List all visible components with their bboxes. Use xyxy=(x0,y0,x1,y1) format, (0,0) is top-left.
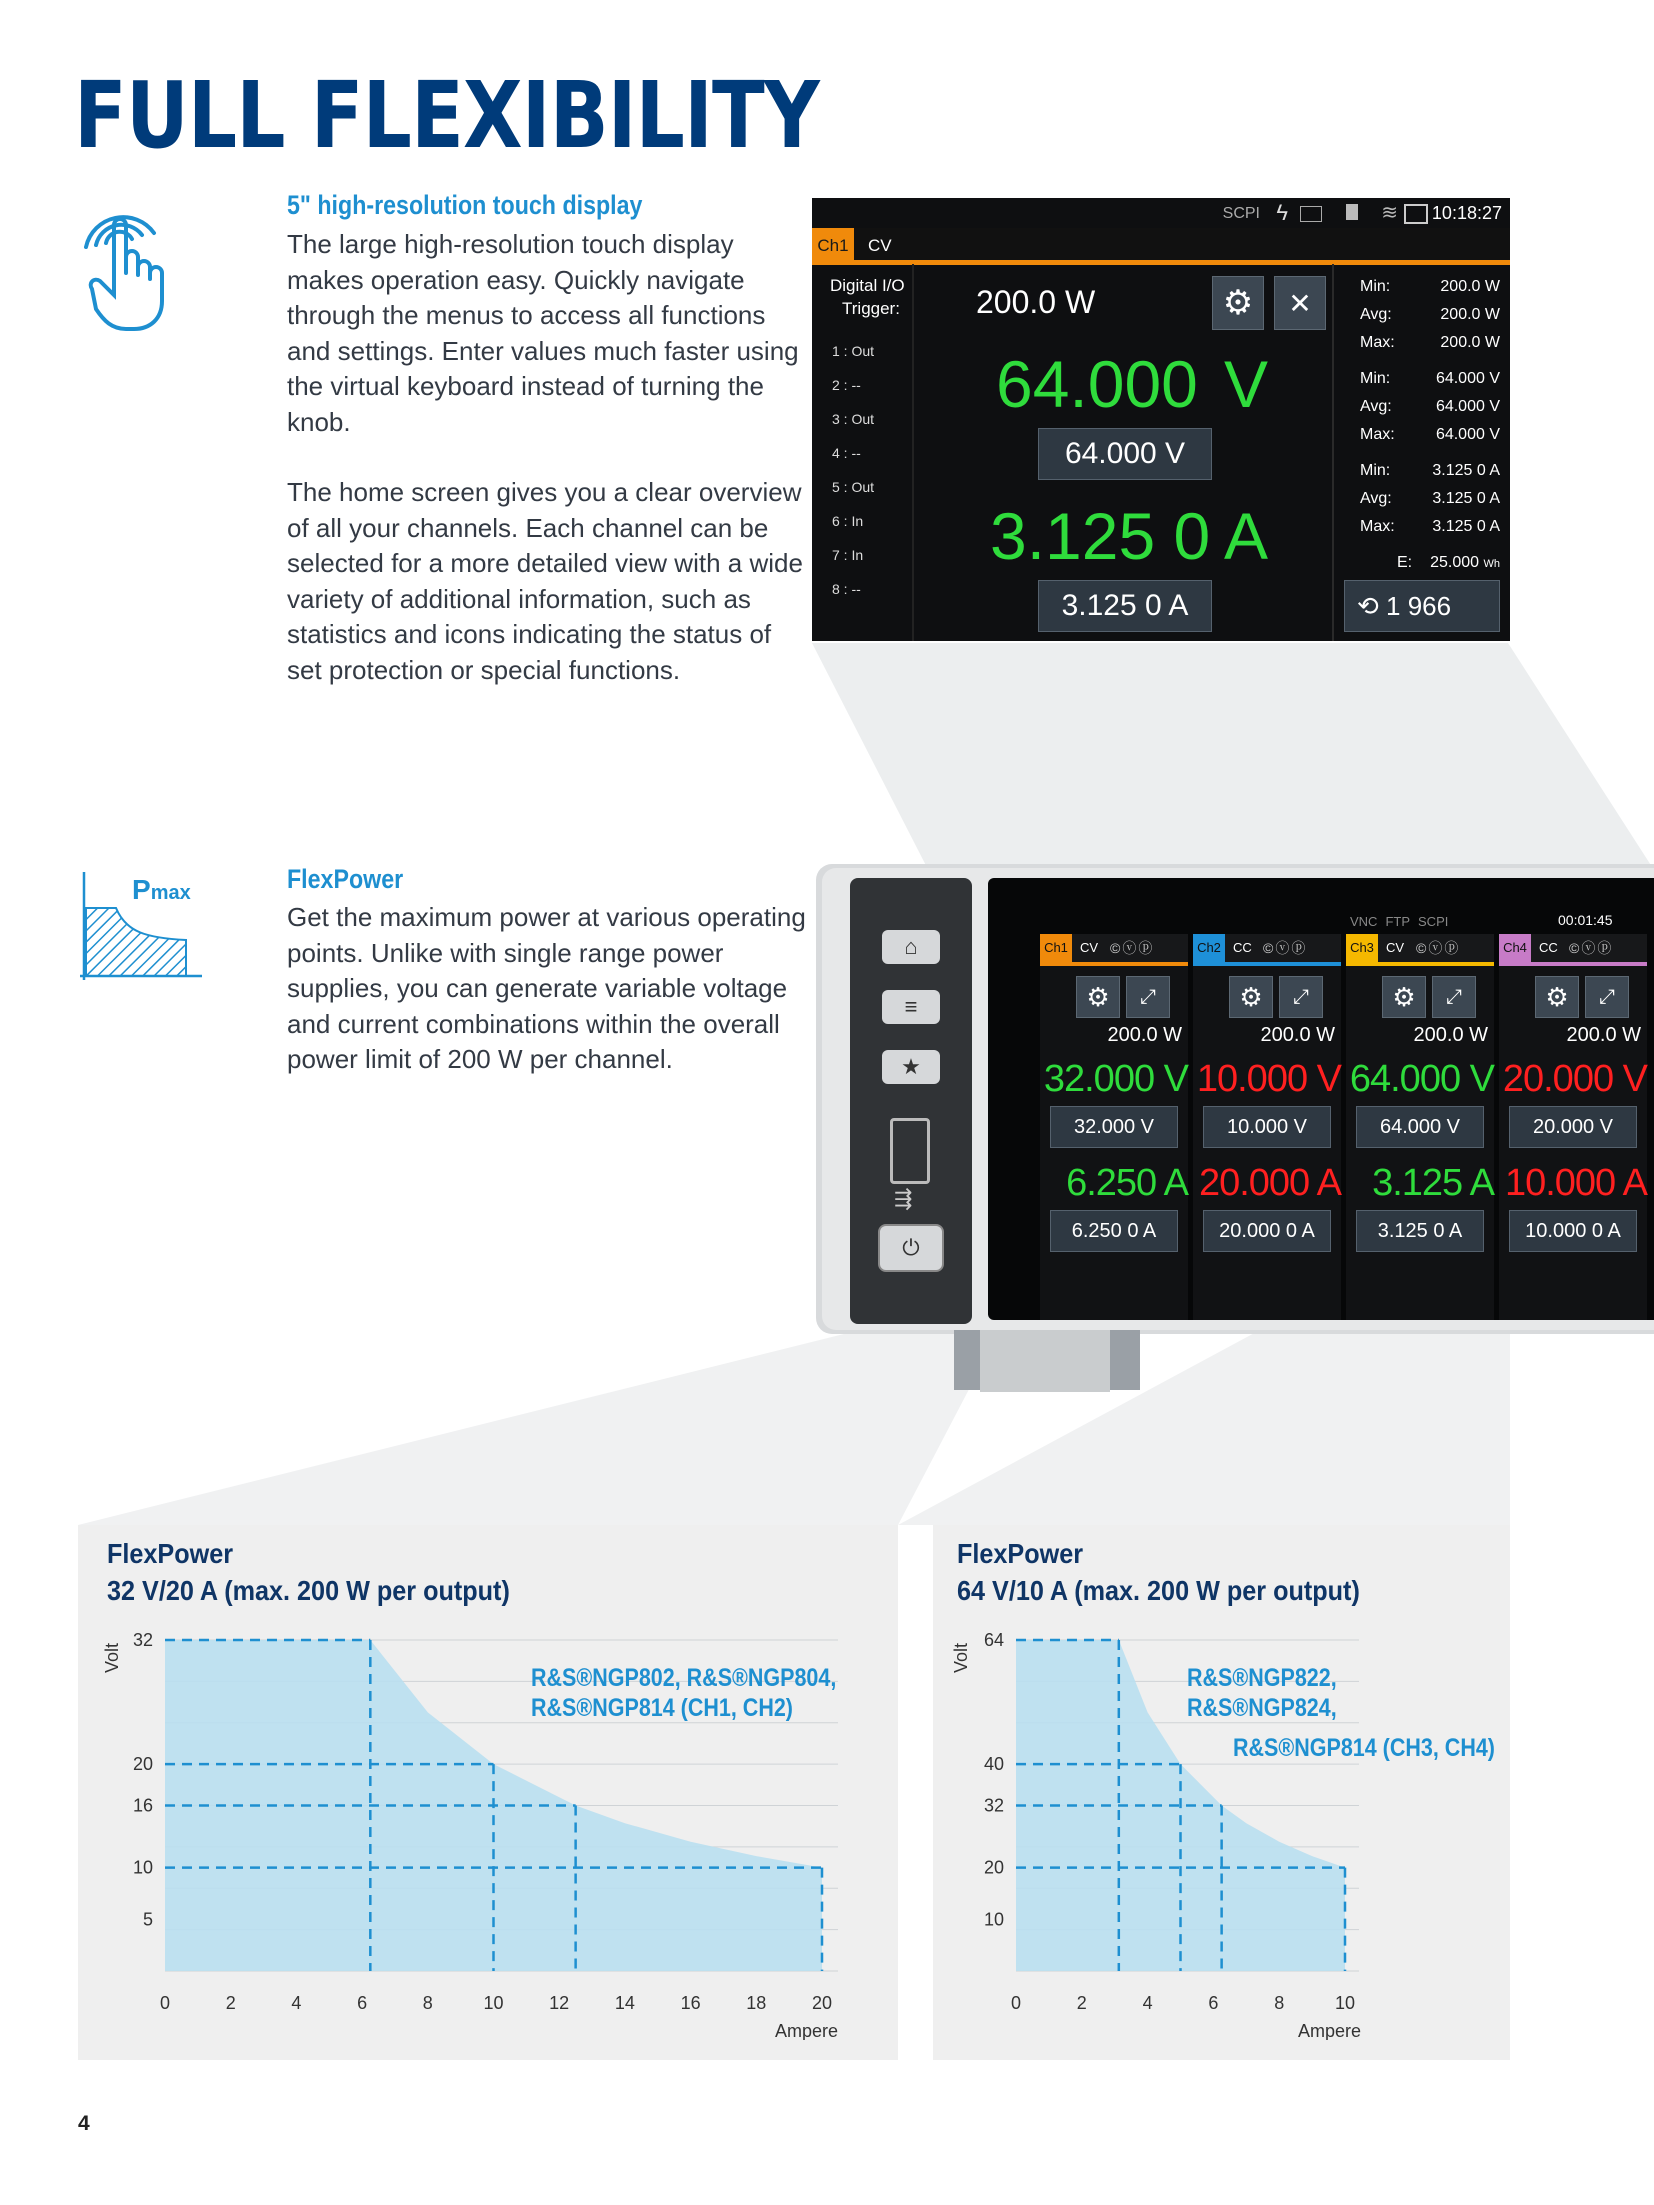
chart1-title: FlexPower xyxy=(107,1538,234,1569)
lightning-icon: ϟ xyxy=(1276,200,1288,225)
channel-current: 6.250 A xyxy=(1066,1162,1188,1204)
channel-header xyxy=(1193,934,1341,966)
x-tick-label: 14 xyxy=(614,1993,635,2013)
status-scpi: SCPI xyxy=(1418,914,1449,929)
wifi-icon: ≋ xyxy=(1381,202,1398,224)
channel-current-set[interactable]: 3.125 0 A xyxy=(1356,1210,1484,1252)
status-ftp: FTP xyxy=(1385,914,1411,929)
channel-column[interactable] xyxy=(1499,934,1647,1320)
chart1-annotation xyxy=(531,1663,886,1723)
device-status-bar xyxy=(1350,914,1448,929)
expand-icon[interactable]: ⤢ xyxy=(1126,976,1170,1018)
channel-header xyxy=(1499,934,1647,966)
lock-icon xyxy=(1346,204,1358,220)
x-axis-label: Ampere xyxy=(774,2021,838,2040)
channel-header xyxy=(1346,934,1494,966)
io-line: 7 : In xyxy=(832,547,864,563)
channel-tab[interactable]: Ch1 xyxy=(1040,934,1072,962)
current-unit: A xyxy=(1224,499,1269,573)
collapse-icon[interactable]: ✕ xyxy=(1274,276,1326,330)
expand-icon[interactable]: ⤢ xyxy=(1585,976,1629,1018)
gear-icon[interactable]: ⚙ xyxy=(1535,976,1579,1018)
channel-mode: CV xyxy=(1386,940,1405,955)
x-tick-label: 16 xyxy=(680,1993,701,2013)
power-button[interactable]: ⏻ xyxy=(878,1224,944,1272)
y-tick-label: 10 xyxy=(983,1909,1004,1930)
stat-row: Min: 200.0 W xyxy=(1360,278,1500,295)
x-tick-label: 2 xyxy=(225,1993,236,2013)
stat-row: Max: 3.125 0 A xyxy=(1360,518,1500,535)
channel-current: 20.000 A xyxy=(1198,1162,1341,1204)
mode-indicator: CV xyxy=(868,236,892,255)
io-line: 4 : -- xyxy=(832,445,861,461)
io-line: 3 : Out xyxy=(832,411,875,427)
stat-row: Avg: 3.125 0 A xyxy=(1360,490,1500,507)
channel-mode: CC xyxy=(1233,940,1252,955)
channel-voltage: 64.000 V xyxy=(1349,1058,1494,1100)
detail-display-screenshot xyxy=(812,198,1510,641)
current-reading: 3.125 0 xyxy=(990,499,1211,573)
channel-columns xyxy=(1040,934,1654,1320)
x-tick-label: 4 xyxy=(291,1993,302,2013)
expand-icon[interactable]: ⤢ xyxy=(1432,976,1476,1018)
trigger-label: Trigger: xyxy=(842,299,900,318)
channel-column[interactable] xyxy=(1193,934,1341,1320)
y-tick-label: 10 xyxy=(132,1857,153,1878)
status-scpi: SCPI xyxy=(1222,205,1260,222)
channel-current-set[interactable]: 20.000 0 A xyxy=(1203,1210,1331,1252)
channel-accent-line xyxy=(812,260,1510,265)
device-multichannel-screen xyxy=(988,878,1654,1320)
y-tick-label: 16 xyxy=(132,1795,153,1816)
pmax-icon-subscript: max xyxy=(150,882,191,904)
gear-icon[interactable]: ⚙ xyxy=(1229,976,1273,1018)
x-tick-label: 12 xyxy=(549,1993,570,2013)
channel-mode: CV xyxy=(1080,940,1099,955)
io-line: 2 : -- xyxy=(832,377,861,393)
energy-row: E: 25.000 Wh xyxy=(1396,554,1500,571)
tab-ch1[interactable]: Ch1 xyxy=(812,228,854,264)
network-icon xyxy=(1404,204,1428,224)
channel-voltage-set[interactable]: 64.000 V xyxy=(1356,1106,1484,1148)
x-tick-label: 10 xyxy=(1334,1993,1356,2013)
x-tick-label: 6 xyxy=(357,1993,368,2013)
io-line: 8 : -- xyxy=(832,581,861,597)
channel-power: 200.0 W xyxy=(1260,1024,1335,1046)
touch-hand-icon xyxy=(76,195,176,340)
io-line: 5 : Out xyxy=(832,479,875,495)
y-tick-label: 40 xyxy=(983,1754,1004,1775)
usb-port xyxy=(890,1118,930,1184)
product-annotation-line: R&S®NGP822, xyxy=(1187,1664,1337,1692)
button-strip xyxy=(850,878,972,1324)
y-tick-label: 20 xyxy=(132,1754,153,1775)
y-tick-label: 64 xyxy=(983,1630,1004,1650)
protection-icons: ©ⓥⓟ xyxy=(1110,940,1155,956)
channel-tab[interactable]: Ch4 xyxy=(1499,934,1531,962)
channel-column[interactable] xyxy=(1346,934,1494,1320)
section-flexpower-paragraph: Get the maximum power at various operating points. Unlike with single range power supplies, you can generate variable voltage and current combinations within the overall power limit of 200 W per channel. xyxy=(287,902,806,1074)
x-tick-label: 8 xyxy=(422,1993,433,2013)
y-axis-label: Volt xyxy=(102,1642,122,1674)
page-number: 4 xyxy=(78,2112,90,2135)
channel-power: 200.0 W xyxy=(1413,1024,1488,1046)
x-tick-label: 20 xyxy=(811,1993,833,2013)
gear-icon[interactable]: ⚙ xyxy=(1382,976,1426,1018)
protection-icons: ©ⓥⓟ xyxy=(1263,940,1308,956)
y-tick-label: 32 xyxy=(983,1795,1004,1816)
channel-current: 10.000 A xyxy=(1504,1162,1647,1204)
menu-button[interactable]: ≡ xyxy=(882,990,940,1024)
stat-row: Min: 64.000 V xyxy=(1360,370,1500,387)
digital-io-label xyxy=(830,274,905,320)
y-tick-label: 5 xyxy=(142,1909,153,1930)
gear-icon[interactable]: ⚙ xyxy=(1212,276,1264,330)
section-heading-touch-display: 5" high-resolution touch display xyxy=(287,190,643,220)
stat-row: Avg: 200.0 W xyxy=(1360,306,1500,323)
pmax-icon-label: P xyxy=(132,874,151,905)
chart1-subtitle: 32 V/20 A (max. 200 W per output) xyxy=(107,1575,510,1606)
home-button[interactable]: ⌂ xyxy=(882,930,940,964)
product-annotation-line: R&S®NGP824, xyxy=(1187,1694,1337,1722)
x-tick-label: 0 xyxy=(1010,1993,1022,2013)
x-tick-label: 4 xyxy=(1142,1993,1153,2013)
chart2-title: FlexPower xyxy=(957,1538,1084,1569)
usb-icon: ⇶ xyxy=(894,1186,913,1211)
product-annotation-line: R&S®NGP802, R&S®NGP804, xyxy=(531,1664,837,1692)
channel-power: 200.0 W xyxy=(1566,1024,1641,1046)
stat-row: Min: 3.125 0 A xyxy=(1360,462,1500,479)
stat-row: Max: 200.0 W xyxy=(1360,334,1500,351)
device-clock: 00:01:45 xyxy=(1558,912,1613,928)
counter-field[interactable] xyxy=(1344,580,1500,632)
x-tick-label: 2 xyxy=(1076,1993,1087,2013)
status-bar xyxy=(812,198,1510,228)
x-tick-label: 10 xyxy=(483,1993,504,2013)
gear-icon[interactable]: ⚙ xyxy=(1076,976,1120,1018)
io-line: 6 : In xyxy=(832,513,864,529)
channel-column[interactable] xyxy=(1040,934,1188,1320)
channel-current: 3.125 A xyxy=(1372,1162,1494,1204)
stat-row: Avg: 64.000 V xyxy=(1360,398,1500,415)
stat-row: Max: 64.000 V xyxy=(1360,426,1500,443)
section-touch-display-paragraph-2: The home screen gives you a clear overview of all your channels. Each channel can be selected for a more detailed view with a wide variety of additional information, such as statistics and icons indicating the status of set protection or special functions. xyxy=(287,477,803,685)
x-tick-label: 0 xyxy=(159,1993,171,2013)
reset-icon: ⟲ xyxy=(1357,591,1379,621)
chart2-annotation xyxy=(1187,1663,1538,1763)
channel-current-set[interactable]: 6.250 0 A xyxy=(1050,1210,1178,1252)
counter-value: 1 966 xyxy=(1386,591,1452,621)
channel-header xyxy=(1040,934,1188,966)
io-lines xyxy=(832,334,874,606)
voltage-reading: 64.000 xyxy=(996,347,1198,421)
voltage-set-field[interactable]: 64.000 V xyxy=(1038,428,1212,480)
io-line: 1 : Out xyxy=(832,343,875,359)
favorites-button[interactable]: ★ xyxy=(882,1050,940,1084)
x-tick-label: 8 xyxy=(1274,1993,1285,2013)
y-tick-label: 20 xyxy=(983,1857,1004,1878)
channel-tab[interactable]: Ch2 xyxy=(1193,934,1225,962)
protection-icons: ©ⓥⓟ xyxy=(1569,940,1614,956)
channel-header xyxy=(812,228,1510,264)
statistics-panel xyxy=(1360,278,1500,572)
pmax-power-icon xyxy=(76,872,206,984)
channel-mode: CC xyxy=(1539,940,1558,955)
chart2-subtitle: 64 V/10 A (max. 200 W per output) xyxy=(957,1575,1360,1606)
current-set-field[interactable]: 3.125 0 A xyxy=(1038,580,1212,632)
channel-voltage: 32.000 V xyxy=(1043,1058,1188,1100)
power-value: 200.0 W xyxy=(976,284,1096,320)
channel-voltage-set[interactable]: 10.000 V xyxy=(1203,1106,1331,1148)
channel-voltage: 10.000 V xyxy=(1196,1058,1341,1100)
channel-voltage-set[interactable]: 20.000 V xyxy=(1509,1106,1637,1148)
x-tick-label: 6 xyxy=(1208,1993,1219,2013)
channel-current-set[interactable]: 10.000 0 A xyxy=(1509,1210,1637,1252)
y-axis-label: Volt xyxy=(951,1642,971,1674)
x-axis-label: Ampere xyxy=(1297,2021,1361,2040)
channel-tab[interactable]: Ch3 xyxy=(1346,934,1378,962)
section-heading-flexpower: FlexPower xyxy=(287,864,404,894)
y-tick-label: 32 xyxy=(132,1630,153,1650)
clock-time: 10:18:27 xyxy=(1431,203,1502,223)
x-tick-label: 18 xyxy=(746,1993,767,2013)
channel-voltage: 20.000 V xyxy=(1502,1058,1647,1100)
protection-icons: ©ⓥⓟ xyxy=(1416,940,1461,956)
display-icon xyxy=(1300,206,1322,222)
expand-icon[interactable]: ⤢ xyxy=(1279,976,1323,1018)
digital-io-title: Digital I/O xyxy=(830,276,905,295)
product-annotation-line: R&S®NGP814 (CH3, CH4) xyxy=(1233,1734,1495,1762)
section-touch-display-paragraph-1: The large high-resolution touch display makes operation easy. Quickly navigate through the menus to access all functions and settings. Enter values much faster using the virtual keyboard instead of turning the knob. xyxy=(287,229,799,437)
channel-voltage-set[interactable]: 32.000 V xyxy=(1050,1106,1178,1148)
page-title: FULL FLEXIBILITY xyxy=(74,62,819,169)
channel-power: 200.0 W xyxy=(1107,1024,1182,1046)
voltage-unit: V xyxy=(1224,347,1269,421)
product-annotation-line: R&S®NGP814 (CH1, CH2) xyxy=(531,1694,793,1722)
status-vnc: VNC xyxy=(1350,914,1378,929)
